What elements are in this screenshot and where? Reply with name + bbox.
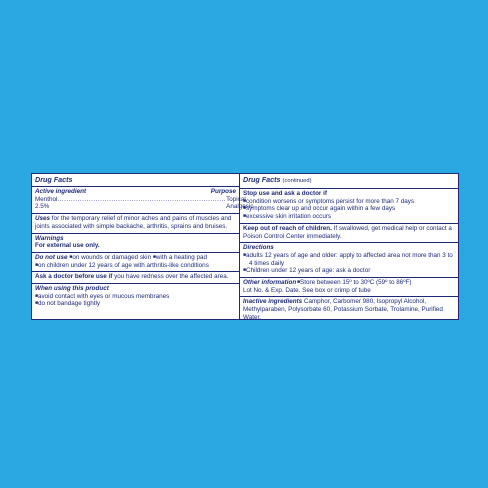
do-not-use-item: ■ with a heating pad xyxy=(153,254,207,261)
inactive-ingredients-text: Camphor, Carbomer 980, Isopropyl Alcohol, Methylparaben, Polysorbate 60, Potassium Sorbate, Trolamine, Purified Water. xyxy=(243,298,443,321)
ask-doctor-label: Ask a doctor before use if xyxy=(35,273,113,281)
when-using-item: ■ avoid contact with eyes or mucous membranes xyxy=(35,293,236,301)
drug-facts-title-text: Drug Facts xyxy=(35,175,73,184)
directions-section xyxy=(240,243,458,278)
stop-use-label: Stop use and ask a doctor if xyxy=(243,190,327,197)
drug-facts-right-column xyxy=(240,174,458,319)
warnings-label: Warnings xyxy=(35,234,64,242)
directions-label: Directions xyxy=(243,244,274,252)
other-information-label: Other information xyxy=(243,279,297,287)
active-ingredient-section xyxy=(32,187,254,214)
drug-facts-panel xyxy=(31,173,459,320)
continued-label: (continued) xyxy=(282,178,312,184)
leader-dots: ........................................................................... xyxy=(57,195,227,203)
when-using-section xyxy=(32,284,239,310)
do-not-use-label: Do not use xyxy=(35,253,68,261)
drug-facts-continued-title xyxy=(240,174,458,189)
drug-facts-left-column xyxy=(32,174,254,319)
uses-text: for the temporary relief of minor aches and pains of muscles and joints associated with simple backache, arthritis, sprains and bruises. xyxy=(35,215,232,230)
lot-exp-text: Lot No. & Exp. Date. See box or crimp of tube xyxy=(243,286,371,294)
directions-item: ■ adults 12 years of age and older: apply to affected area not more than 3 to 4 times daily xyxy=(243,252,455,267)
keep-out-section xyxy=(240,224,458,243)
uses-label: Uses xyxy=(35,215,51,223)
drug-facts-title-text: Drug Facts xyxy=(243,175,281,184)
keep-out-text: If swallowed, get medical help or contact a Poison Control Center immediately. xyxy=(243,224,452,240)
do-not-use-section xyxy=(32,253,239,272)
warnings-section xyxy=(32,234,239,253)
drug-facts-title xyxy=(32,174,239,187)
stop-use-item: ■ symptoms clear up and occur again within a few days xyxy=(243,205,455,213)
inactive-ingredients-section xyxy=(240,297,458,323)
inactive-ingredients-label: Inactive ingredients xyxy=(243,298,303,306)
ask-doctor-text: you have redness over the affected area. xyxy=(114,273,229,281)
do-not-use-item: ■ on wounds or damaged skin xyxy=(69,254,151,261)
external-use-text: For external use only. xyxy=(35,242,100,250)
do-not-use-item: ■ on children under 12 years of age with arthritis-like conditions xyxy=(35,262,236,270)
other-information-section xyxy=(240,278,458,297)
purpose-value: Topical Analgesic xyxy=(226,195,254,211)
purpose-label: Purpose xyxy=(210,188,236,195)
active-ingredient-value: Menthol 2.5% xyxy=(35,195,58,211)
active-ingredient-label: Active ingredient xyxy=(35,188,87,195)
when-using-item: ■ do not bandage tightly xyxy=(35,300,236,308)
other-information-item: ■ Store between 15º to 30ºC (59º to 86ºF) xyxy=(297,279,455,287)
uses-section xyxy=(32,214,239,233)
ask-doctor-section xyxy=(32,272,239,284)
keep-out-label: Keep out of reach of children. xyxy=(243,224,332,232)
stop-use-item: ■ excessive skin irritation occurs xyxy=(243,213,455,221)
stop-use-section xyxy=(240,189,458,224)
when-using-label: When using this product xyxy=(35,285,109,293)
directions-item: ■ Children under 12 years of age: ask a doctor xyxy=(243,267,455,275)
stop-use-item: ■ condition worsens or symptoms persist for more than 7 days xyxy=(243,198,455,206)
